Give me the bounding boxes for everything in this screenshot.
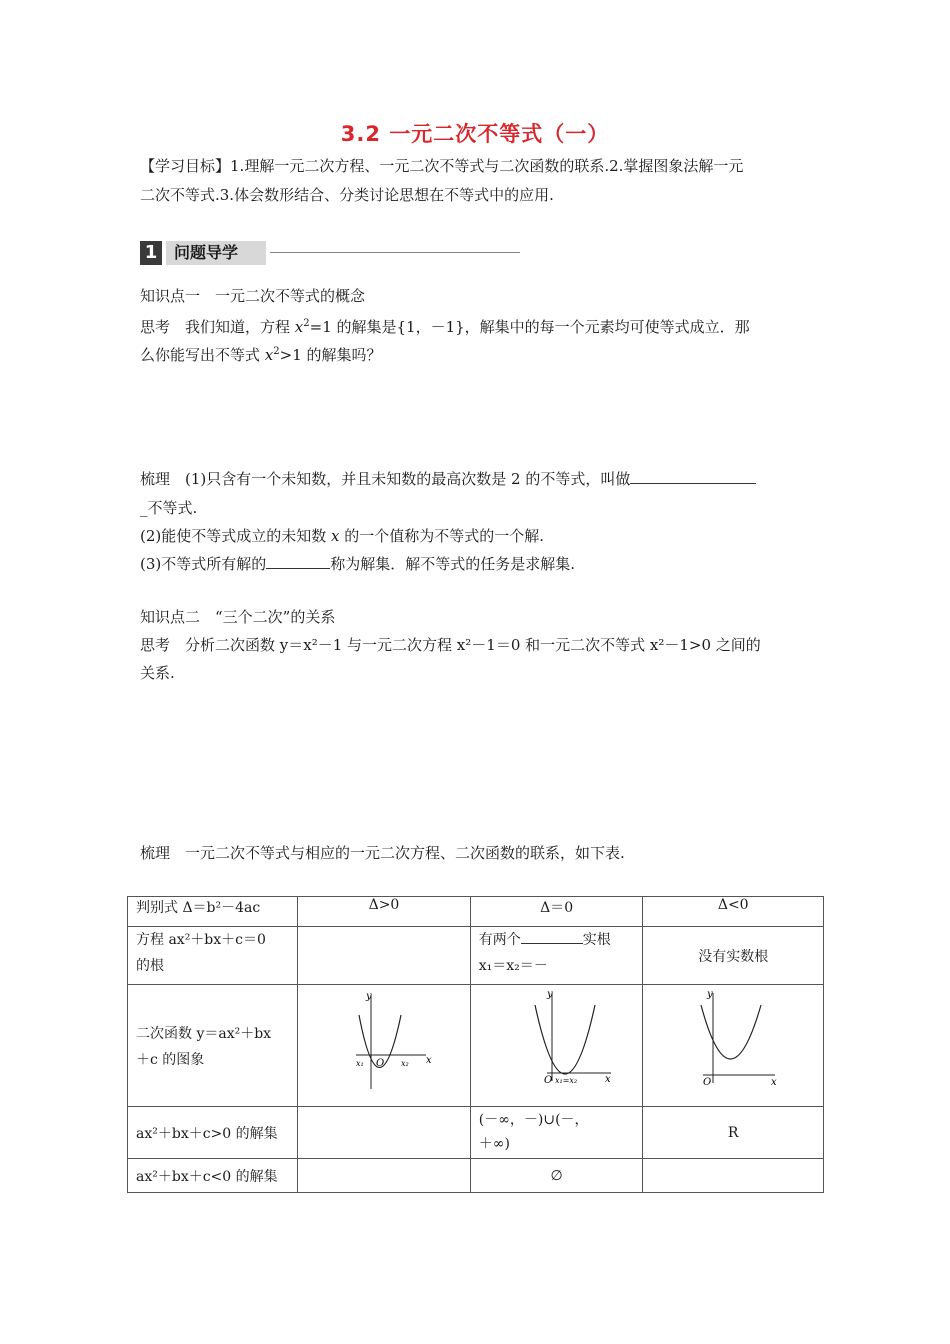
row2-two-roots — [479, 929, 635, 949]
answer-blank-3[interactable] — [521, 929, 583, 944]
answer-blank-2[interactable] — [266, 554, 330, 569]
table-cell: ax²＋bx＋c<0 的解集 — [128, 1159, 298, 1193]
table-cell — [298, 1159, 471, 1193]
summary1-text-4b: 称为解集．解不等式的任务是求解集. — [330, 555, 576, 573]
parabola-curve — [701, 1005, 761, 1059]
root-label-1: x₁ — [355, 1059, 364, 1068]
kp1-think2-sup: 2 — [273, 346, 280, 357]
kp1-think2-var: x — [264, 346, 274, 364]
double-root-label: x₁=x₂ — [554, 1076, 577, 1085]
objectives-line-1 — [140, 155, 743, 177]
kp1-heading: 知识点一 一元二次不等式的概念 — [140, 287, 366, 305]
x-axis-label: x — [425, 1055, 432, 1066]
summary1-text-4a: (3)不等式所有解的 — [140, 555, 267, 573]
table-cell: R — [643, 1107, 824, 1159]
table-cell — [470, 985, 643, 1107]
table-cell: Δ<0 — [643, 897, 824, 927]
parabola-no-root-plot — [683, 985, 783, 1095]
section-header — [140, 241, 520, 265]
kp1-think2-text-b: >1 的解集吗？ — [279, 346, 382, 364]
origin-label: O — [543, 1075, 552, 1086]
section-divider — [270, 252, 520, 253]
kp2-heading: 知识点二 “三个二次”的关系 — [140, 608, 336, 626]
summary1-line-1 — [140, 468, 756, 490]
kp1-think2-text-a: 么你能写出不等式 — [140, 346, 265, 364]
table-cell — [643, 985, 824, 1107]
table-cell — [298, 927, 471, 985]
relation-table — [127, 896, 824, 1193]
table-cell — [298, 985, 471, 1107]
summary1-text-3b: 的一个值称为不等式的一个解. — [339, 527, 545, 545]
objectives-line-2: 二次不等式.3.体会数形结合、分类讨论思想在不等式中的应用. — [140, 186, 554, 204]
table-row — [128, 1159, 824, 1193]
table-cell: Δ＝0 — [470, 897, 643, 927]
parabola-two-roots-plot — [334, 985, 434, 1095]
kp1-think-sup: 2 — [303, 318, 310, 329]
table-cell — [470, 1107, 643, 1159]
origin-label: O — [703, 1077, 712, 1088]
row2-root-expr: x₁＝x₂＝－ — [478, 958, 548, 974]
row4-interval-b: ＋∞) — [478, 1136, 510, 1152]
table-cell — [298, 1107, 471, 1159]
summary1-line-2: _不等式. — [140, 499, 198, 517]
kp1-think-line-1 — [140, 313, 750, 338]
section-number: 1 — [140, 241, 162, 265]
table-row — [128, 1107, 824, 1159]
table-row — [128, 927, 824, 985]
root-label-2: x₂ — [400, 1059, 409, 1068]
table-cell — [643, 1159, 824, 1193]
section-title: 问题导学 — [166, 241, 266, 265]
table-cell: Δ>0 — [298, 897, 471, 927]
summary1-line-4 — [140, 553, 575, 575]
parabola-curve — [535, 1005, 595, 1074]
row3-label-b: ＋c 的图象 — [136, 1051, 205, 1068]
summary1-line-3 — [140, 525, 544, 547]
kp1-think-text-a: 思考 我们知道，方程 — [140, 318, 295, 336]
parabola-one-root-plot — [507, 985, 611, 1095]
row4-interval-a: (－∞，－)∪(－， — [478, 1112, 589, 1128]
table-cell: 判别式 Δ＝b²－4ac — [128, 897, 298, 927]
summary1-text-3a: (2)能使不等式成立的未知数 — [140, 527, 332, 545]
kp1-think-var: x — [294, 318, 304, 336]
summary1-var: x — [331, 527, 340, 545]
table-cell: 没有实数根 — [643, 927, 824, 985]
x-axis-label: x — [771, 1077, 777, 1088]
row3-label-a: 二次函数 y＝ax²＋bx — [136, 1025, 272, 1042]
summary2-line: 梳理 一元二次不等式与相应的一元二次方程、二次函数的联系，如下表. — [140, 844, 625, 862]
y-axis-label: y — [546, 989, 553, 1000]
table-cell — [128, 927, 298, 985]
table-row — [128, 985, 824, 1107]
summary1-text-1: 梳理 (1)只含有一个未知数，并且未知数的最高次数是 2 的不等式，叫做 — [140, 470, 631, 488]
kp1-think-line-2 — [140, 341, 382, 366]
objectives-label: 【学习目标】 — [140, 157, 231, 175]
row2-text-a: 有两个 — [478, 932, 521, 948]
row2-label-a: 方程 ax²＋bx＋c＝0 — [136, 932, 266, 948]
page-title: 3.2 一元二次不等式（一） — [340, 122, 610, 146]
y-axis-label: y — [707, 989, 713, 1000]
table-cell — [470, 927, 643, 985]
table-cell: ∅ — [470, 1159, 643, 1193]
kp1-think-text-b: =1 的解集是{1，－1}，解集中的每一个元素均可使等式成立．那 — [309, 318, 750, 336]
row2-text-b: 实根 — [582, 932, 611, 948]
table-row — [128, 897, 824, 927]
kp2-think-line-2: 关系. — [140, 664, 175, 682]
x-axis-label: x — [604, 1074, 611, 1085]
objectives-text-1: 1.理解一元二次方程、一元二次不等式与二次函数的联系.2.掌握图象法解一元 — [230, 157, 744, 175]
answer-blank-1[interactable] — [630, 469, 756, 484]
table-cell — [128, 985, 298, 1107]
table-cell: ax²＋bx＋c>0 的解集 — [128, 1107, 298, 1159]
origin-label: O — [375, 1058, 385, 1069]
row2-label-b: 的根 — [136, 958, 164, 974]
kp2-think-line-1: 思考 分析二次函数 y＝x²－1 与一元二次方程 x²－1＝0 和一元二次不等式 x²－1>0 之间的 — [140, 636, 761, 654]
y-axis-label: y — [365, 991, 372, 1002]
